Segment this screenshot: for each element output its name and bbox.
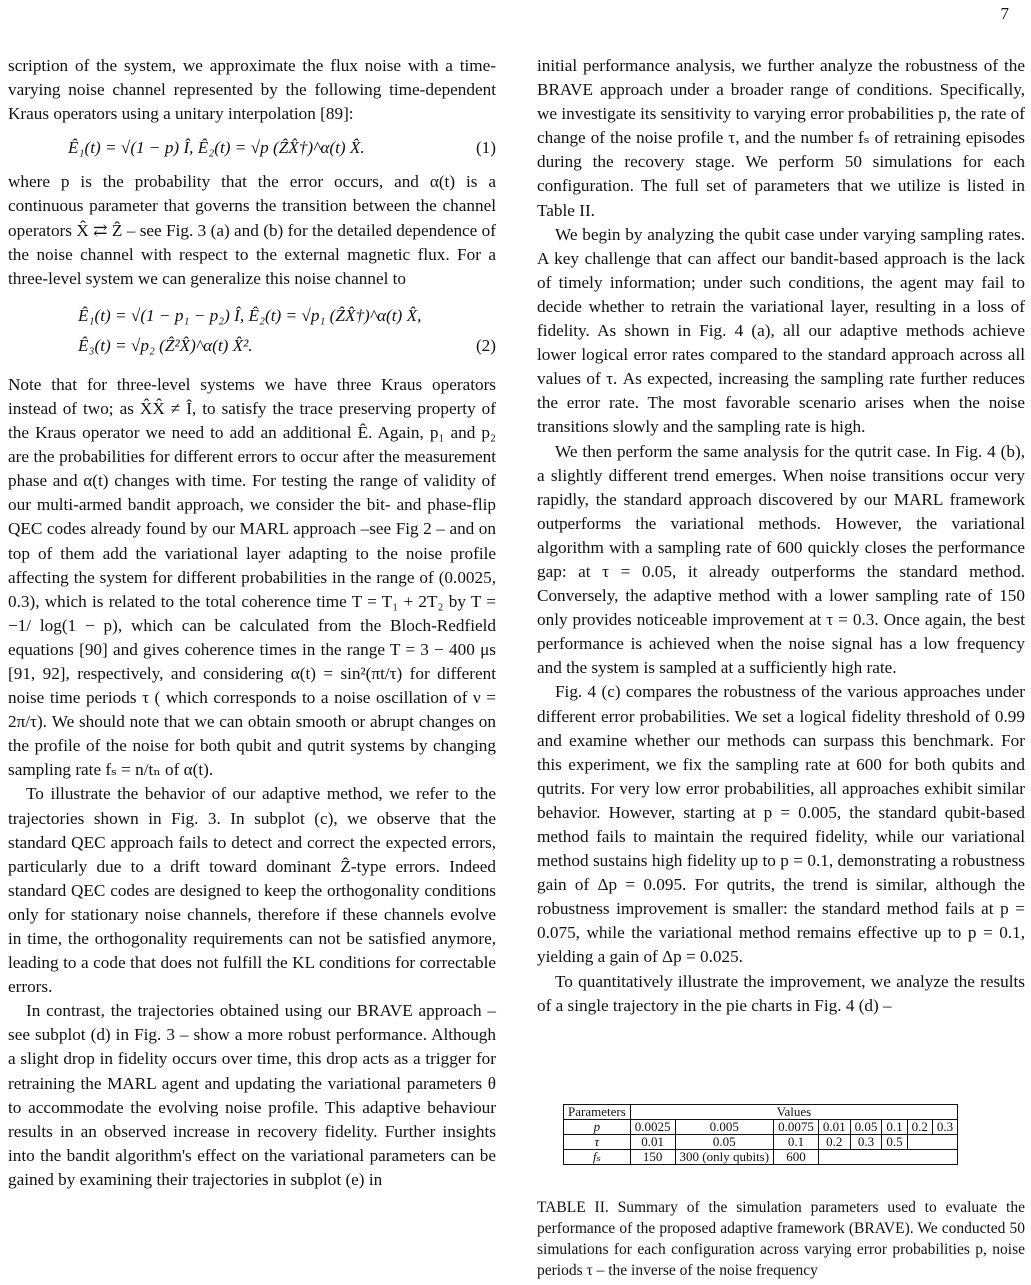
equation-2-line-1 (8, 301, 496, 331)
right-paragraph-3: We then perform the same analysis for the qutrit case. In Fig. 4 (b), a slightly different trend emerges. When noise transitions occur very rapidly, the standard approach discovered by our MARL framework outperforms the variational methods. However, the variational algorithm with a sampling rate of 600 quickly closes the performance gap: at τ = 0.05, it already outperforms the standard method. Conversely, the adaptive method with a lower sampling rate of 150 only provides noticeable improvement at τ = 0.3. Once again, the best performance is achieved when the noise signal has a low frequency and the system is sampled at a sufficiently high rate. (537, 441, 1025, 678)
left-paragraph-1: scription of the system, we approximate the flux noise with a time-varying noise channel represented by the following time-dependent Kraus operators using a unitary interpolation [89]: (8, 56, 496, 124)
table-caption: TABLE II. Summary of the simulation parameters used to evaluate the performance of the proposed adaptive framework (BRAVE). We conducted 50 simulations for each configuration across varying error probabilities p, noise periods τ – the inverse of the noise frequency (537, 1198, 1025, 1279)
right-paragraph-2: We begin by analyzing the qubit case under varying sampling rates. A key challenge that can affect our bandit-based approach is the lack of timely information; under such conditions, the agent may fail to decide whether to retrain the variational layer, resulting in a loss of fidelity. As shown in Fig. 4 (a), all our adaptive methods achieve lower logical error rates compared to the standard approach across all values of τ. As expected, increasing the sampling rate further reduces the error rate. The most favorable scenario arises when the noise transitions slowly and the sampling rate is high. (537, 224, 1025, 437)
table-empty-cell (907, 1134, 958, 1149)
table-header-row (564, 1104, 958, 1119)
right-paragraph-1: initial performance analysis, we further analyze the robustness of the BRAVE approach under a broader range of conditions. Specifically, we investigate its sensitivity to varying error probabilities p, the rate of change of the noise profile τ, and the number fₛ of retraining episodes during the recovery stage. We perform 50 simulations for each configuration. The full set of parameters that we utilize is listed in Table II. (537, 56, 1025, 220)
page-number: 7 (1000, 4, 1009, 23)
parameters-table (563, 1104, 958, 1165)
left-paragraph-5: In contrast, the trajectories obtained using our BRAVE approach – see subplot (d) in Fig. 3 – show a more robust performance. Although a slight drop in fidelity occurs over time, this drop acts as a trigger for retraining the MARL agent and updating the variational parameters θ to accommodate the evolving noise profile. This adaptive behaviour results in an observed increase in recovery fidelity. Further insights into the bandit algorithm's effect on the variational parameters can be gained by examining their trajectories in subplot (e) in (8, 1001, 496, 1189)
table-cell: 0.05 (675, 1134, 774, 1149)
equation-1-body: Ê₁(t) = √(1 − p) Î, Ê₂(t) = √p (ẐX̂†)^α(t) X̂. (68, 138, 365, 158)
right-paragraph-4: Fig. 4 (c) compares the robustness of the various approaches under different error probabilities. We set a logical fidelity threshold of 0.99 and examine whether our methods can surpass this benchmark. For this experiment, we fix the sampling rate at 600 for both qubits and qutrits. For very low error probabilities, all approaches exhibit similar behavior. However, starting at p = 0.005, the standard qubit-based method fails to maintain the required fidelity, while our variational method sustains high fidelity up to p = 0.1, demonstrating a robustness gain of Δp = 0.095. For qutrits, the trend is similar, although the robustness improvement is smaller: the standard method fails at p = 0.075, while the variational method remains effective up to p = 0.1, yielding a gain of Δp = 0.025. (537, 682, 1025, 967)
table-cell: 0.05 (850, 1119, 882, 1134)
left-paragraph-2: where p is the probability that the error occurs, and α(t) is a continuous parameter that governs the transition between the channel operators X̂ ⇄ Ẑ – see Fig. 3 (a) and (b) for the detailed dependence of the noise channel with respect to the external magnetic flux. For a three-level system we can generalize this noise channel to (8, 172, 496, 288)
table-empty-cell (818, 1149, 957, 1164)
table-cell: 0.5 (882, 1134, 907, 1149)
left-paragraph-4: To illustrate the behavior of our adaptive method, we refer to the trajectories shown in Fig. 3. In subplot (c), we observe that the standard QEC approach fails to detect and correct the expected errors, particularly due to a drift toward dominant Ẑ-type errors. Indeed standard QEC codes are designed to keep the orthogonality conditions only for stationary noise channels, therefore if these channels evolve in time, the orthogonality requirements can not be satisfied anymore, leading to a code that does not fulfill the KL conditions for correctable errors. (8, 784, 496, 997)
table-cell: 300 (only qubits) (675, 1149, 774, 1164)
equation-2 (8, 301, 496, 361)
left-column (8, 54, 496, 1192)
equation-1 (8, 136, 496, 160)
equation-2-line-2-body: Ê₃(t) = √p₂ (Ẑ²X̂)^α(t) X̂². (78, 335, 253, 355)
table-cell: 150 (630, 1149, 675, 1164)
table-row-p (564, 1119, 958, 1134)
table-header-parameters: Parameters (564, 1104, 631, 1119)
equation-2-number: (2) (475, 335, 496, 355)
table-cell: 0.005 (675, 1119, 774, 1134)
table-row-label: fₛ (564, 1149, 631, 1164)
table-row-fs (564, 1149, 958, 1164)
table-row-tau (564, 1134, 958, 1149)
right-paragraph-5: To quantitatively illustrate the improvement, we analyze the results of a single trajectory in the pie charts in Fig. 4 (d) – (537, 971, 1025, 1015)
equation-2-line-2 (8, 331, 496, 361)
table-cell: 0.3 (932, 1119, 957, 1134)
table-row-label: τ (564, 1134, 631, 1149)
table-row-label: p (564, 1119, 631, 1134)
table-cell: 0.2 (907, 1119, 932, 1134)
table-header-values: Values (630, 1104, 957, 1119)
table-cell: 0.01 (630, 1134, 675, 1149)
parameters-table-wrapper (563, 1104, 1025, 1165)
table-cell: 0.3 (850, 1134, 882, 1149)
table-cell: 600 (774, 1149, 819, 1164)
table-cell: 0.0075 (774, 1119, 819, 1134)
table-cell: 0.0025 (630, 1119, 675, 1134)
equation-1-number: (1) (475, 138, 496, 158)
table-cell: 0.1 (774, 1134, 819, 1149)
table-cell: 0.1 (882, 1119, 907, 1134)
left-paragraph-3: Note that for three-level systems we have three Kraus operators instead of two; as X̂X̂ ≠ Î, to satisfy the trace preserving property of the Kraus operator we need to add an additional Ê. Again, p₁ and p₂ are the probabilities for different errors to occur after the measurement phase and α(t) changes with time. For testing the range of validity of our multi-armed bandit approach, we consider the bit- and phase-flip QEC codes already found by our MARL approach –see Fig 2 – and on top of them add the variational layer adapting to the noise profile affecting the system for different probabilities in the range of (0.0025, 0.3), which is related to the total coherence time T = T₁ + 2T₂ by T = −1/ log(1 − p), which can be calculated from the Bloch-Redfield equations [90] and gives coherence times in the range T = 3 − 400 μs [91, 92], respectively, and considering α(t) = sin²(πt/τ) for different noise time periods τ ( which corresponds to a noise oscillation of ν = 2π/τ). We should note that we can obtain smooth or abrupt changes on the profile of the noise for both qubit and qutrit systems by changing sampling rate fₛ = n/tₙ of α(t). (8, 374, 496, 780)
table-cell: 0.2 (818, 1134, 850, 1149)
right-column (537, 54, 1025, 1281)
equation-2-line-1-body: Ê₁(t) = √(1 − p₁ − p₂) Î, Ê₂(t) = √p₁ (ẐX̂†)^α(t) X̂, (78, 305, 422, 325)
table-cell: 0.01 (818, 1119, 850, 1134)
